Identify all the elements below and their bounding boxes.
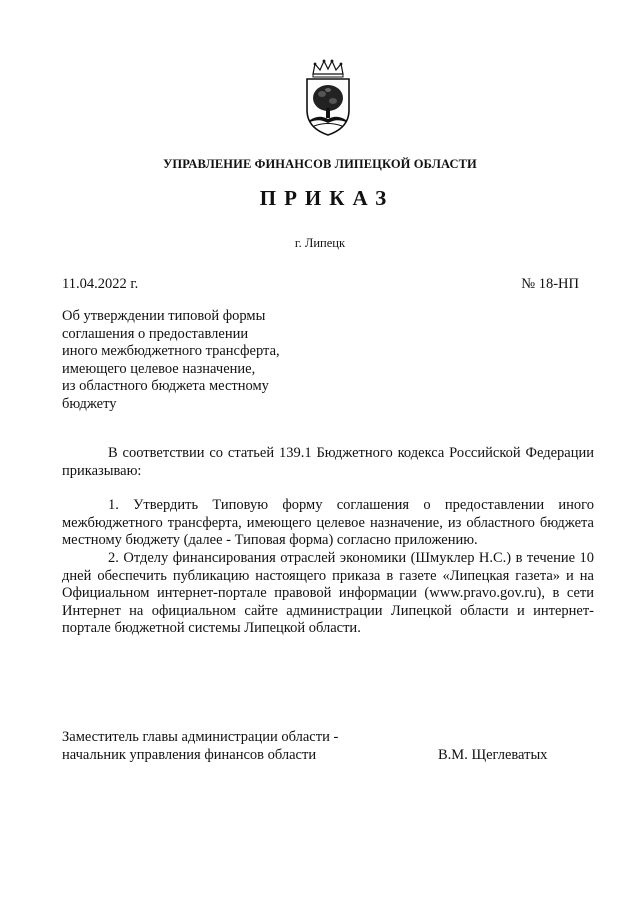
signatory-name: В.М. Щеглеватых — [438, 747, 548, 763]
order-item-2: 2. Отделу финансирования отраслей экономики (Шмуклер Н.С.) в течение 10 дней обеспечить публикацию настоящего приказа в газете «Липецкая газета» и на Официальном интернет-портале правовой информации (www.pravo.gov.ru), в сети Интернет на официальном сайте администрации Липецкой области и интернет-портале бюджетной системы Липецкой области. — [62, 549, 594, 637]
subject-line: соглашения о предоставлении — [62, 325, 249, 342]
subject-line: бюджету — [62, 395, 117, 412]
document-type-title: ПРИКАЗ — [259, 186, 395, 210]
signatory-position-line-2: начальник управления финансов области — [62, 746, 317, 763]
order-item-1: 1. Утвердить Типовую форму соглашения о предоставлении иного межбюджетного трансферта, имеющего целевое назначение, из областного бюджета местному бюджету (далее - Типовая форма) согласно приложению. — [62, 497, 594, 549]
subject-line: имеющего целевое назначение, — [62, 360, 256, 377]
document-date: 11.04.2022 г. — [62, 276, 139, 292]
subject-line: иного межбюджетного трансферта, — [62, 343, 280, 360]
preamble-paragraph: В соответствии со статьей 139.1 Бюджетного кодекса Российской Федерации приказываю: — [62, 445, 594, 479]
lipetsk-coat-of-arms-icon — [301, 58, 355, 138]
document-body — [62, 445, 594, 638]
subject-line: Об утверждении типовой формы — [62, 308, 266, 324]
signatory-position-line-1: Заместитель главы администрации области - — [62, 729, 339, 745]
document-number: № 18-НП — [521, 276, 579, 292]
city: г. Липецк — [294, 236, 346, 250]
subject-line: из областного бюджета местному — [62, 378, 269, 395]
document-subject — [62, 308, 312, 414]
organization-name: УПРАВЛЕНИЕ ФИНАНСОВ ЛИПЕЦКОЙ ОБЛАСТИ — [163, 157, 477, 171]
